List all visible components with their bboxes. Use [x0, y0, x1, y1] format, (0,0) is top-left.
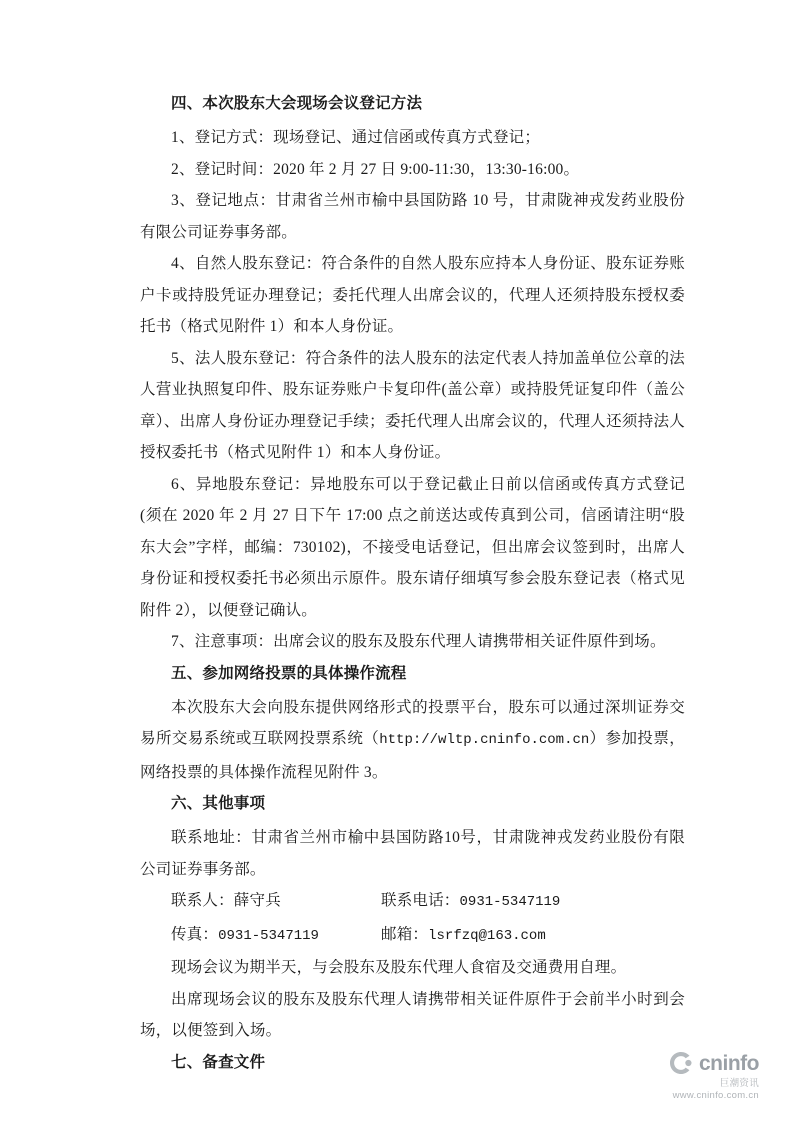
contact-row-fax-email	[140, 919, 685, 953]
paragraph-registration-method: 1、登记方式：现场登记、通过信函或传真方式登记；	[171, 129, 541, 146]
paragraph-registration-time: 2、登记时间：2020 年 2 月 27 日 9:00-11:30，13:30-16:00。	[171, 160, 580, 178]
contact-phone-label: 联系电话：	[381, 892, 460, 909]
paragraph-online-voting	[140, 692, 685, 789]
contact-email-value: lsrfzq@163.com	[428, 927, 546, 944]
section-heading-four: 四、本次股东大会现场会议登记方法	[171, 95, 423, 112]
online-voting-url: http://wltp.cninfo.com.cn	[379, 732, 590, 748]
contact-email-label: 邮箱：	[381, 925, 429, 943]
section-heading-seven: 七、备查文件	[171, 1053, 266, 1071]
contact-fax	[171, 919, 381, 953]
contact-fax-value: 0931-5347119	[218, 927, 319, 944]
paragraph-notes: 7、注意事项：出席会议的股东及股东代理人请携带相关证件原件到场。	[171, 633, 666, 650]
footer-watermark	[668, 1050, 759, 1100]
contact-fax-label: 传真：	[171, 925, 219, 943]
document-body	[140, 88, 685, 1079]
contact-email	[381, 919, 685, 953]
paragraph-registration-place: 3、登记地点：甘肃省兰州市榆中县国防路 10 号，甘肃陇神戎发药业股份有限公司证券事务部。	[140, 192, 685, 241]
online-voting-text-before: 本次股东大会向股东提供网络形式的投票平台，股东可以通过深圳证券交易所交易系统或互联网投票系统（	[140, 698, 685, 747]
section-heading-five: 五、参加网络投票的具体操作流程	[171, 664, 407, 682]
paragraph-contact-address: 联系地址：甘肃省兰州市榆中县国防路10号，甘肃陇神戎发药业股份有限公司证券事务部。	[140, 829, 685, 878]
contact-row-person-phone	[140, 885, 685, 919]
online-voting-text-after: ）参加投票，网络投票的具体操作流程见附件 3。	[140, 730, 685, 781]
contact-phone-value: 0931-5347119	[459, 894, 561, 910]
contact-person: 联系人：薛守兵	[171, 892, 281, 909]
section-heading-six: 六、其他事项	[171, 795, 266, 812]
paragraph-natural-person-registration: 4、自然人股东登记：符合条件的自然人股东应持本人身份证、股东证券账户卡或持股凭证办理登记；委托代理人出席会议的，代理人还须持股东授权委托书（格式见附件 1）和本人身份证。	[140, 255, 685, 335]
paragraph-attendance-notice: 出席现场会议的股东及股东代理人请携带相关证件原件于会前半小时到会场，以便签到入场。	[140, 990, 685, 1039]
paragraph-meeting-duration: 现场会议为期半天，与会股东及股东代理人食宿及交通费用自理。	[171, 959, 627, 976]
cninfo-wordmark: cninfo	[699, 1051, 759, 1075]
paragraph-legal-person-registration: 5、法人股东登记：符合条件的法人股东的法定代表人持加盖单位公章的法人营业执照复印件、股东证券账户卡复印件(盖公章）或持股凭证复印件（盖公章）、出席人身份证办理登记手续；委托代理人出席会议的，代理人还须持法人授权委托书（格式见附件 1）和本人身份证。	[140, 349, 685, 461]
paragraph-remote-shareholder-registration: 6、异地股东登记：异地股东可以于登记截止日前以信函或传真方式登记(须在 2020 年 2 月 27 日下午 17:00 点之前送达或传真到公司，信函请注明“股东大会”字样，邮编：730102)，不接受电话登记，但出席会议签到时，出席人身份证和授权委托书必须出示原件。股东请仔细填写参会股东登记表（格式见附件 2），以便登记确认。	[140, 475, 685, 619]
cninfo-logo	[668, 1050, 759, 1076]
footer-url: www.cninfo.com.cn	[672, 1089, 759, 1101]
contact-phone	[381, 885, 685, 919]
footer-brand-cn: 巨潮资讯	[719, 1078, 759, 1089]
cninfo-mark-icon	[668, 1050, 694, 1076]
